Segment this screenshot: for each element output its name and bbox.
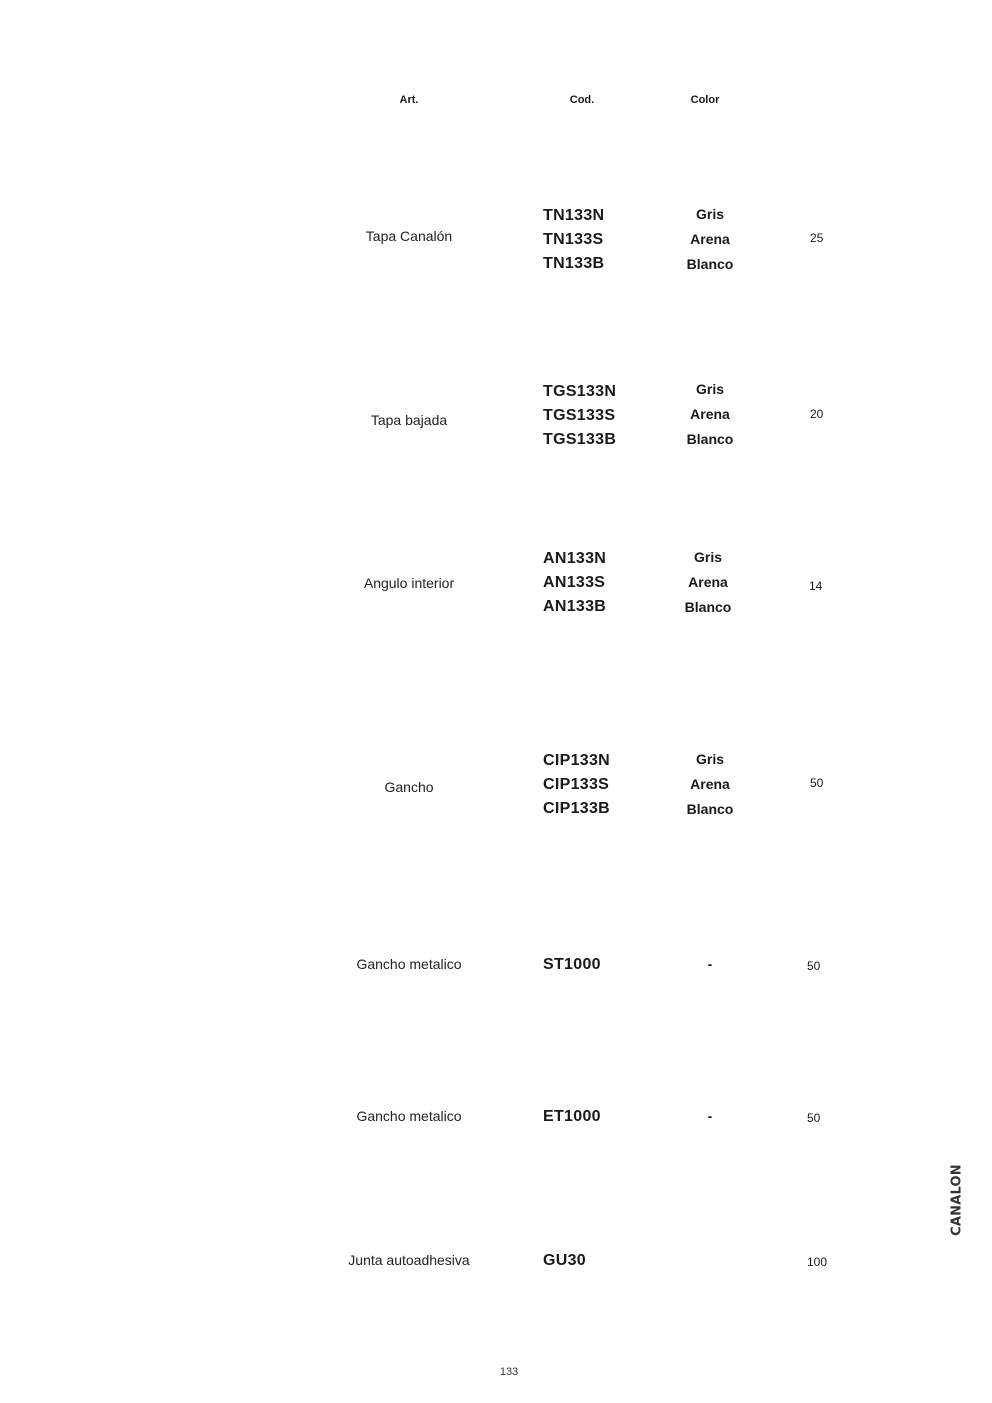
article-name: Tapa Canalón	[365, 228, 453, 244]
color-list	[670, 747, 750, 822]
color: Gris	[693, 549, 722, 565]
code: TN133S	[543, 231, 604, 248]
code-list	[543, 953, 601, 977]
color: Blanco	[686, 256, 734, 272]
color: -	[707, 956, 713, 972]
code: AN133B	[543, 598, 607, 615]
code: TGS133N	[543, 383, 617, 400]
quantity: 100	[807, 1255, 828, 1269]
color-list	[670, 202, 750, 277]
header-color: Color	[690, 94, 720, 106]
color: Gris	[695, 751, 724, 767]
color: Blanco	[686, 431, 734, 447]
color: Blanco	[686, 801, 734, 817]
code: ST1000	[543, 956, 601, 973]
code-list	[543, 204, 604, 276]
color-list	[670, 1104, 750, 1129]
header-cod: Cod.	[569, 94, 595, 106]
code-list	[543, 1105, 601, 1129]
quantity: 50	[807, 1111, 821, 1125]
color-list	[670, 952, 750, 977]
color: -	[707, 1108, 713, 1124]
color: Gris	[695, 206, 724, 222]
article-name: Angulo interior	[363, 575, 455, 591]
code: CIP133B	[543, 800, 611, 817]
code-list	[543, 547, 606, 619]
color: Gris	[695, 381, 724, 397]
quantity: 20	[810, 407, 824, 421]
quantity: 25	[810, 231, 824, 245]
article-name: Junta autoadhesiva	[348, 1252, 470, 1268]
code: CIP133N	[543, 752, 611, 769]
page-number: 133	[499, 1366, 519, 1378]
code: TN133B	[543, 255, 605, 272]
code-list	[543, 1249, 586, 1273]
color-list	[670, 377, 750, 452]
color-list	[668, 545, 748, 620]
code: AN133N	[543, 550, 607, 567]
code: GU30	[543, 1252, 586, 1269]
code: TGS133S	[543, 407, 616, 424]
code: TN133N	[543, 207, 605, 224]
color: Arena	[688, 574, 728, 590]
color: Arena	[690, 776, 730, 792]
code-list	[543, 380, 616, 452]
header-art: Art.	[399, 94, 419, 106]
quantity: 50	[807, 959, 821, 973]
article-name: Gancho metalico	[356, 956, 462, 972]
section-side-label: CANALON	[949, 1164, 965, 1236]
article-name: Gancho	[384, 779, 434, 795]
code: ET1000	[543, 1108, 601, 1125]
code: AN133S	[543, 574, 606, 591]
quantity: 14	[809, 579, 823, 593]
code: CIP133S	[543, 776, 610, 793]
color: Arena	[690, 231, 730, 247]
article-name: Gancho metalico	[356, 1108, 462, 1124]
article-name: Tapa bajada	[370, 412, 448, 428]
code-list	[543, 749, 610, 821]
color: Blanco	[684, 599, 732, 615]
color: Arena	[690, 406, 730, 422]
quantity: 50	[810, 776, 824, 790]
code: TGS133B	[543, 431, 617, 448]
